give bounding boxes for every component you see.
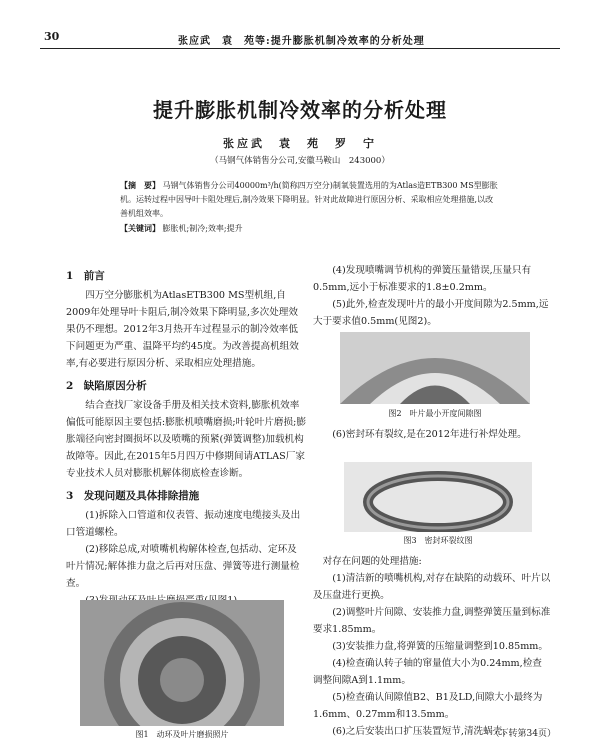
header-rule <box>40 48 560 49</box>
measure-2: (2)调整叶片间隙、安装推力盘,调整弹簧压量到标准要求1.85mm。 <box>313 607 551 635</box>
measures-title: 对存在问题的处理措施: <box>322 556 422 567</box>
keywords: 膨胀机;制冷;效率;提升 <box>162 224 243 233</box>
step-6: (6)密封环有裂纹,是在2012年进行补焊处理。 <box>332 429 527 440</box>
abstract-label: 【摘 要】 <box>120 180 160 190</box>
keywords-label: 【关键词】 <box>120 223 160 233</box>
section-2-title: 2 缺陷原因分析 <box>66 380 147 392</box>
running-title: 张应武 袁 苑等:提升膨胀机制冷效率的分析处理 <box>178 36 425 47</box>
right-column-bottom <box>313 553 551 740</box>
measure-6: (6)之后安装出口扩压装置短节,清洗蜗壳、 <box>332 726 512 737</box>
section-1-title: 1 前言 <box>66 270 105 282</box>
affiliation: （马钢气体销售分公司,安徽马鞍山 243000） <box>210 156 390 166</box>
page-number: 30 <box>44 30 60 43</box>
step-1: (1)拆除入口管道和仪表管、振动速度电缆接头及出口管道螺栓。 <box>66 510 301 538</box>
measure-5: (5)检查确认间隙值B2、B1及LD,间隙大小最终为1.6mm、0.27mm和13.5mm。 <box>313 692 543 720</box>
continued-note: （下转第34页） <box>490 729 556 739</box>
measure-4: (4)检查确认转子轴的窜量值大小为0.24mm,检查调整间隙A到1.1mm。 <box>313 658 542 686</box>
measure-3: (3)安装推力盘,将弹簧的压缩量调整到10.85mm。 <box>332 641 548 652</box>
authors: 张应武 袁 苑 罗 宁 <box>223 137 377 150</box>
section-3-title: 3 发现问题及具体排除措施 <box>66 490 200 502</box>
figure-2-caption: 图2 叶片最小开度间隙图 <box>388 409 482 418</box>
step-5: (5)此外,检查发现叶片的最小开度间隙为2.5mm,远大于要求值0.5mm(见图2)。 <box>313 299 549 327</box>
paper-title: 提升膨胀机制冷效率的分析处理 <box>153 98 447 122</box>
right-column-top <box>313 262 551 330</box>
left-column <box>66 262 306 609</box>
measure-1: (1)清洁新的喷嘴机构,对存在缺陷的动载环、叶片以及压盘进行更换。 <box>313 573 551 601</box>
section-1-text: 四万空分膨胀机为AtlasETB300 MS型机组,自2009年处理导叶卡阻后,制冷效果下降明显,多次处理效果仍不理想。2012年3月热开车过程显示的制冷效率低下问题更为严重、温降平均约45度。为改善提高机组效率,有必要进行原因分析、采取相应处理措施。 <box>66 290 299 369</box>
step-2: (2)移除总成,对喷嘴机构解体检查,包括动、定环及叶片情况;解体推力盘之后再对压盘、弹簧等进行测量检查。 <box>66 544 300 589</box>
figure-1-photo <box>80 600 284 726</box>
abstract-text: 马钢气体销售分公司40000m³/h(简称四万空分)制氧装置选用的为Atlas造ETB300 MS型膨胀机。运转过程中因导叶卡阻处理后,制冷效果下降明显。针对此故障进行原因分析、采取相应处理措施,以改善机组效率。 <box>120 181 498 218</box>
figure-1-caption: 图1 动环及叶片磨损照片 <box>135 730 229 739</box>
section-2-text: 结合查找厂家设备手册及相关技术资料,膨胀机效率偏低可能原因主要包括:膨胀机喷嘴磨损;叶轮叶片磨损;膨胀端径向密封圈损坏以及喷嘴的预紧(弹簧调整)加载机构故障等。因此,在2015年5月四万中修期间请ATLAS厂家专业技术人员对膨胀机解体彻底检查诊断。 <box>66 400 306 479</box>
abstract-block <box>120 178 500 236</box>
step-4: (4)发现喷嘴调节机构的弹簧压量错误,压量只有0.5mm,远小于标准要求的1.8±0.2mm。 <box>313 265 532 293</box>
right-column-mid <box>313 426 551 443</box>
figure-3-photo <box>344 462 532 532</box>
figure-2-photo <box>340 332 530 404</box>
figure-3-caption: 图3 密封环裂纹图 <box>403 536 473 545</box>
